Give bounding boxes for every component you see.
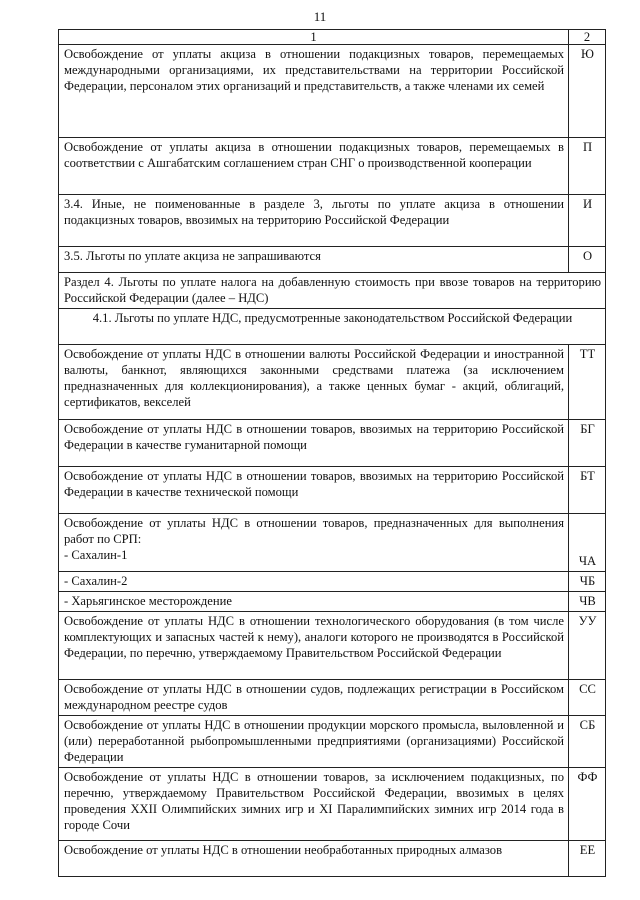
row-text: Освобождение от уплаты НДС в отношении товаров, ввозимых на территорию Российской Федерации в качестве технической помощи [59, 467, 569, 514]
table-row [59, 45, 606, 138]
table-row [59, 572, 606, 592]
row-code: БТ [569, 467, 606, 514]
table-row [59, 768, 606, 841]
row-text: 3.5. Льготы по уплате акциза не запрашиваются [59, 247, 569, 273]
row-text: - Сахалин-2 [59, 572, 569, 592]
subsection-heading-row [59, 309, 606, 345]
row-text-intro: Освобождение от уплаты НДС в отношении товаров, предназначенных для выполнения работ по СРП: [64, 516, 564, 546]
row-text: Освобождение от уплаты НДС в отношении валюты Российской Федерации и иностранной валюты, банкнот, являющихся законными средствами платежа (за исключением предназначенных для коллекционирования), а также ценных бумаг - акций, облигаций, сертификатов, векселей [59, 345, 569, 420]
page-number: 11 [313, 9, 327, 24]
row-code: ЧБ [569, 572, 606, 592]
row-code: ЧВ [569, 592, 606, 612]
subsection-4-1-heading: 4.1. Льготы по уплате НДС, предусмотренные законодательством Российской Федерации [59, 309, 606, 345]
row-text: Освобождение от уплаты НДС в отношении товаров, за исключением подакцизных, по перечню, утверждаемому Правительством Российской Федерации, ввозимых в целях проведения XXII Олимпийских зимних игр и XI Паралимпийских зимних игр 2014 года в городе Сочи [59, 768, 569, 841]
table-row [59, 592, 606, 612]
row-code: ТТ [569, 345, 606, 420]
row-code: БГ [569, 420, 606, 467]
row-code: И [569, 195, 606, 247]
benefits-table [58, 29, 606, 877]
table-row [59, 195, 606, 247]
row-code: ЕЕ [569, 841, 606, 877]
row-code: О [569, 247, 606, 273]
section-4-heading: Раздел 4. Льготы по уплате налога на добавленную стоимость при ввозе товаров на территорию Российской Федерации (далее – НДС) [59, 273, 606, 309]
table-row [59, 138, 606, 195]
header-col-1: 1 [59, 30, 569, 45]
row-code: П [569, 138, 606, 195]
row-code: ЧА [569, 514, 606, 572]
row-code: СБ [569, 716, 606, 768]
table-row [59, 247, 606, 273]
row-text [59, 514, 569, 572]
row-code: Ю [569, 45, 606, 138]
row-text: Освобождение от уплаты акциза в отношении подакцизных товаров, перемещаемых международными организациями, их представительствами на территории Российской Федерации, персоналом этих организаций и представительств, а также членами их семей [59, 45, 569, 138]
table-row [59, 345, 606, 420]
row-code: СС [569, 680, 606, 716]
table-row [59, 716, 606, 768]
section-heading-row [59, 273, 606, 309]
row-code: ФФ [569, 768, 606, 841]
row-text: - Харьягинское месторождение [59, 592, 569, 612]
row-text: Освобождение от уплаты НДС в отношении судов, подлежащих регистрации в Российском международном реестре судов [59, 680, 569, 716]
table-row [59, 841, 606, 877]
header-col-2: 2 [569, 30, 606, 45]
table-row [59, 514, 606, 572]
row-text: 3.4. Иные, не поименованные в разделе 3, льготы по уплате акциза в отношении подакцизных товаров, ввозимых на территорию Российской Федерации [59, 195, 569, 247]
row-text: Освобождение от уплаты НДС в отношении товаров, ввозимых на территорию Российской Федерации в качестве гуманитарной помощи [59, 420, 569, 467]
table-row [59, 612, 606, 680]
row-text: Освобождение от уплаты НДС в отношении технологического оборудования (в том числе комплектующих и запасных частей к нему), аналоги которого не производятся в Российской Федерации, по перечню, утверждаемому Правительством Российской Федерации [59, 612, 569, 680]
table-header-row [59, 30, 606, 45]
table-row [59, 420, 606, 467]
row-text: Освобождение от уплаты НДС в отношении продукции морского промысла, выловленной и (или) переработанной рыбопромышленными предприятиями (организациями) Российской Федерации [59, 716, 569, 768]
row-text: Освобождение от уплаты акциза в отношении подакцизных товаров, перемещаемых в соответствии с Ашгабатским соглашением стран СНГ о производственной кооперации [59, 138, 569, 195]
row-code: УУ [569, 612, 606, 680]
table-row [59, 467, 606, 514]
row-text-item: - Сахалин-1 [64, 548, 128, 562]
table-row [59, 680, 606, 716]
row-text: Освобождение от уплаты НДС в отношении необработанных природных алмазов [59, 841, 569, 877]
